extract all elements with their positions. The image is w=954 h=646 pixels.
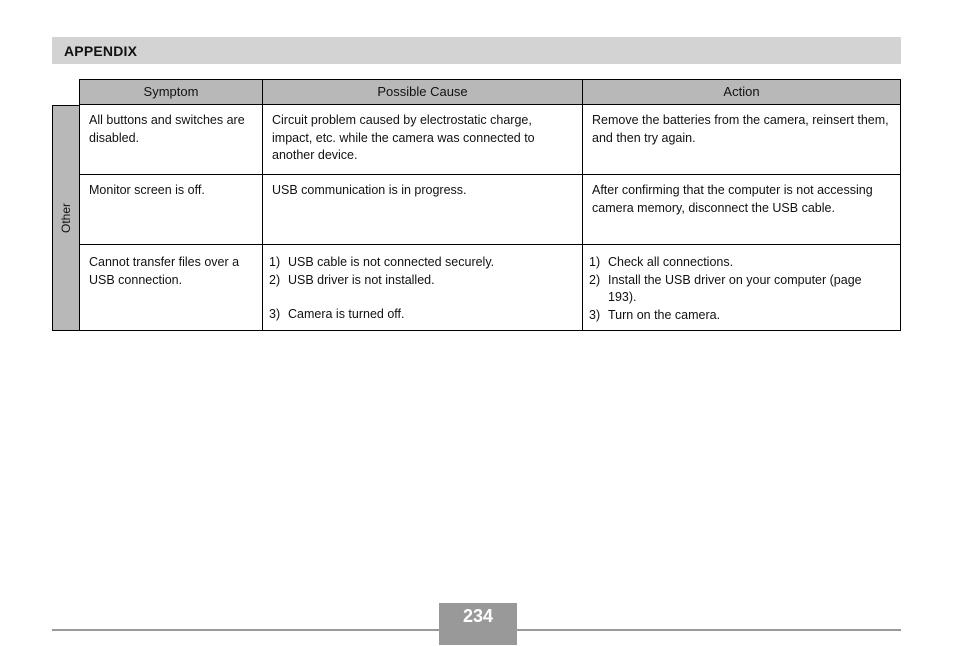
symptom-cell: Monitor screen is off.: [80, 175, 263, 244]
symptom-cell: All buttons and switches are disabled.: [80, 105, 263, 174]
table-row: [80, 245, 900, 330]
cause-list-item: [269, 272, 573, 290]
list-number: 3): [589, 307, 601, 322]
list-number: 2): [589, 272, 601, 287]
table-body: [79, 104, 901, 331]
page-number: 234: [439, 603, 517, 629]
header-possible-cause: Possible Cause: [263, 80, 583, 104]
list-text: Camera is turned off.: [288, 307, 405, 321]
cause-list-item: [269, 254, 573, 272]
list-text: Check all connections.: [608, 255, 734, 269]
section-header-bar: [52, 37, 901, 64]
group-label: Other: [59, 202, 73, 234]
group-label-column: [52, 105, 80, 331]
action-list-item: [589, 307, 891, 325]
list-spacer: [269, 289, 573, 306]
cause-cell: Circuit problem caused by electrostatic charge, impact, etc. while the camera was connected to another device.: [263, 105, 583, 174]
list-number: 1): [269, 255, 281, 269]
cause-cell: [263, 245, 583, 330]
list-text: USB cable is not connected securely.: [288, 255, 495, 269]
section-title: APPENDIX: [64, 43, 138, 59]
list-text: USB driver is not installed.: [288, 272, 435, 287]
action-cell: Remove the batteries from the camera, reinsert them, and then try again.: [592, 113, 889, 145]
cause-list-item: [269, 306, 573, 324]
troubleshooting-table: [52, 79, 902, 331]
table-header-row: [79, 79, 901, 105]
page-tab-base: [439, 631, 517, 645]
list-number: 2): [269, 272, 281, 287]
action-cell: [583, 245, 900, 330]
page-number-badge: [439, 603, 517, 645]
action-list-item: [589, 254, 891, 272]
list-text: Install the USB driver on your computer (page 193).: [608, 272, 862, 304]
cause-cell: USB communication is in progress.: [263, 175, 583, 244]
list-text: Turn on the camera.: [608, 307, 721, 322]
table-row: [80, 105, 900, 175]
action-list-item: [589, 272, 891, 307]
symptom-cell: Cannot transfer files over a USB connection.: [80, 245, 263, 330]
header-action: Action: [723, 84, 760, 99]
list-number: 1): [589, 255, 601, 269]
list-number: 3): [269, 307, 281, 321]
table-row: [80, 175, 900, 245]
action-cell: After confirming that the computer is not accessing camera memory, disconnect the USB cable.: [592, 183, 873, 215]
header-symptom: Symptom: [80, 80, 263, 104]
